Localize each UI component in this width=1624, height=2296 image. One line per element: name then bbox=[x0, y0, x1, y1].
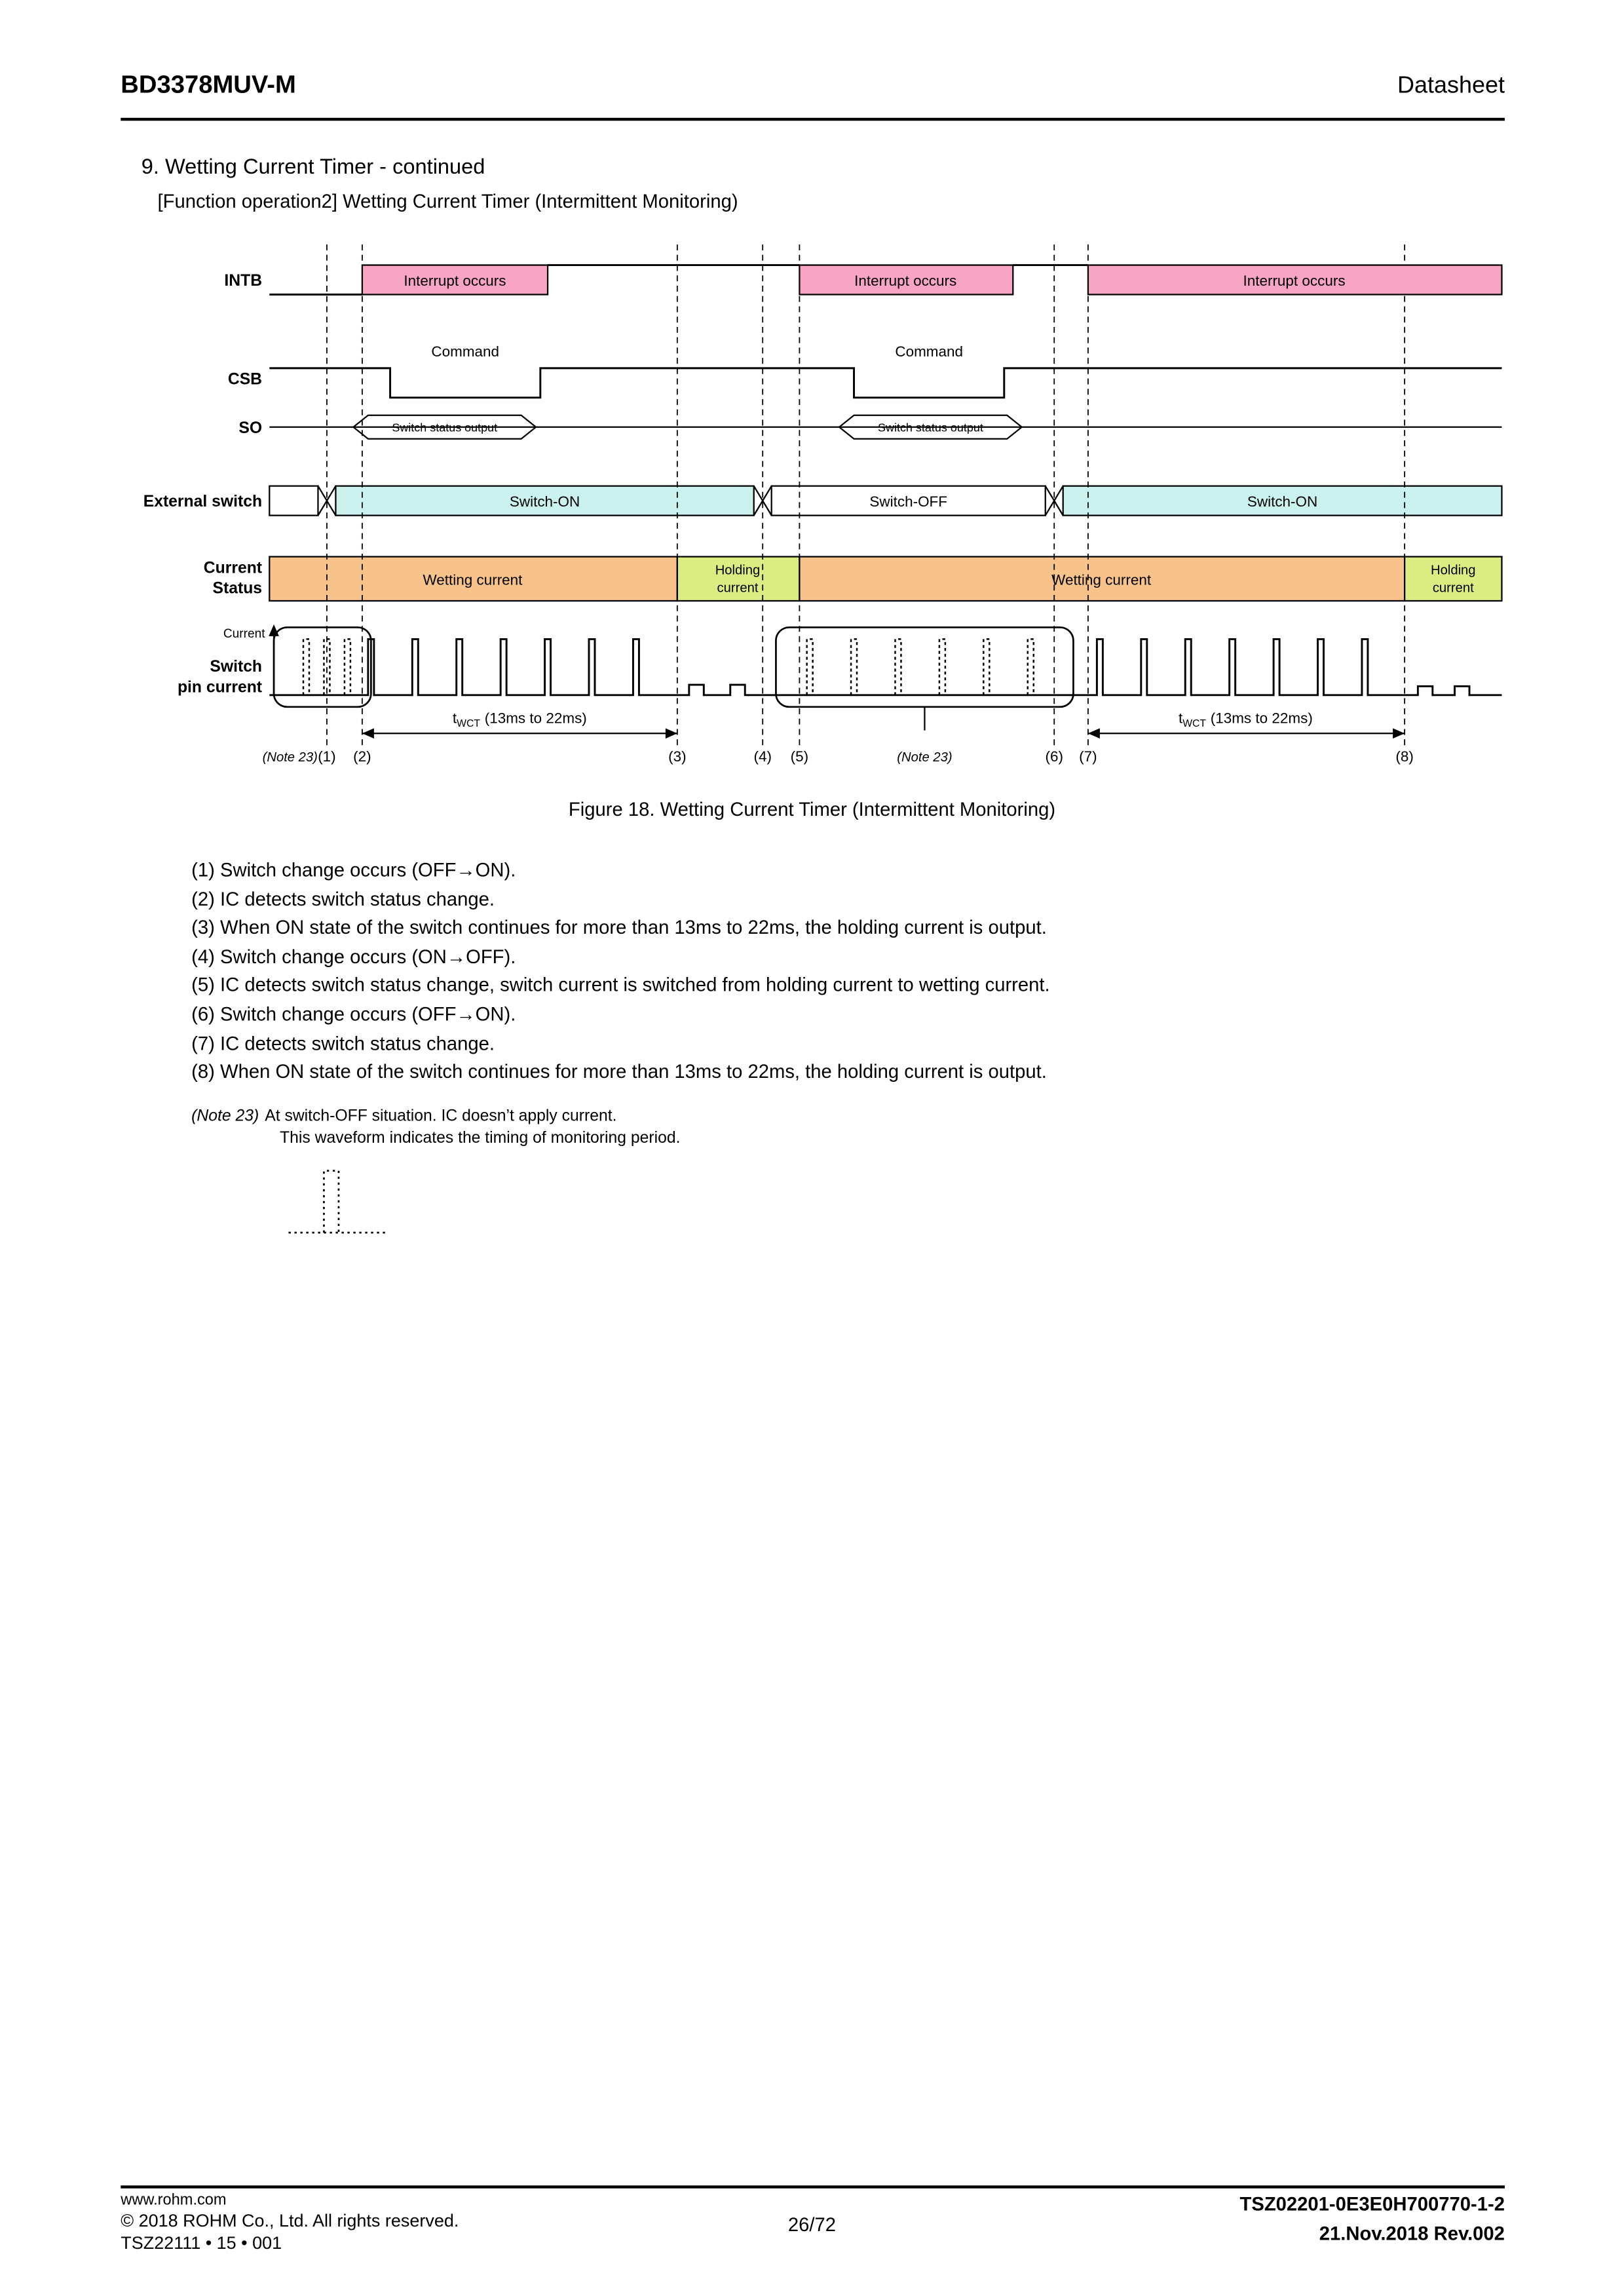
csb-label: CSB bbox=[227, 370, 263, 389]
step-item: (3) When ON state of the switch continues for more than 13ms to 22ms, the holding current is output. bbox=[191, 916, 1047, 939]
step-item: (5) IC detects switch status change, switch current is switched from holding current to wetting current. bbox=[191, 974, 1050, 997]
switch-off-label: Switch-OFF bbox=[869, 493, 948, 510]
note23-line-2: This waveform indicates the timing of monitoring period. bbox=[280, 1129, 681, 1147]
ext-stub bbox=[269, 486, 318, 516]
intb-label: INTB bbox=[224, 272, 263, 290]
twct-timer-2 bbox=[1088, 710, 1405, 739]
holding-label-1a: Holding bbox=[715, 563, 761, 578]
dotted-pulse-shape bbox=[289, 1171, 389, 1233]
marker-8: (8) bbox=[1395, 748, 1414, 765]
csb-waveform bbox=[269, 368, 1501, 398]
switch-pin-waveform bbox=[269, 639, 1501, 695]
wetting-label-2: Wetting current bbox=[1051, 571, 1152, 588]
arrowhead bbox=[1393, 728, 1405, 738]
csb-signal bbox=[228, 343, 1502, 398]
marker-3: (3) bbox=[668, 748, 687, 765]
step-item: (1) Switch change occurs (OFF→ON). bbox=[191, 858, 516, 881]
switch-pin-label-1: Switch bbox=[210, 657, 263, 676]
note23-marker-left: (Note 23) bbox=[262, 750, 318, 765]
current-status-label-2: Status bbox=[212, 579, 263, 598]
so-label: SO bbox=[238, 419, 263, 437]
steps-list bbox=[191, 856, 1049, 1086]
arrowhead bbox=[362, 728, 374, 738]
external-switch-label: External switch bbox=[143, 493, 263, 511]
command-label-2: Command bbox=[895, 343, 964, 360]
so-bubble-label-2: Switch status output bbox=[878, 421, 983, 434]
note23-marker-mid: (Note 23) bbox=[897, 750, 953, 765]
footer-code: TSZ22111 • 15 • 001 bbox=[121, 2232, 282, 2253]
arrowhead bbox=[666, 728, 677, 738]
step-item: (6) Switch change occurs (OFF→ON). bbox=[191, 1003, 516, 1025]
wetting-label-1: Wetting current bbox=[423, 571, 523, 588]
twct-label-1: $t_{WCT}$ (13ms to 22ms) bbox=[452, 710, 587, 730]
interrupt-label-3: Interrupt occurs bbox=[1243, 273, 1346, 290]
twct-timer-1 bbox=[362, 710, 677, 739]
switch-pin-label-2: pin current bbox=[177, 678, 263, 697]
note23-tag: (Note 23) bbox=[191, 1107, 259, 1126]
so-signal bbox=[238, 415, 1501, 439]
footer-revision: 21.Nov.2018 Rev.002 bbox=[1319, 2222, 1505, 2245]
marker-6: (6) bbox=[1045, 748, 1063, 765]
switch-on-label-2: Switch-ON bbox=[1247, 493, 1318, 510]
holding-label-1b: current bbox=[717, 581, 759, 596]
marker-2: (2) bbox=[353, 748, 371, 765]
step-item: (8) When ON state of the switch continues for more than 13ms to 22ms, the holding current is output. bbox=[191, 1060, 1047, 1083]
marker-1: (1) bbox=[318, 748, 336, 765]
step-item: (7) IC detects switch status change. bbox=[191, 1031, 495, 1054]
current-axis-label: Current bbox=[223, 627, 265, 641]
doc-type: Datasheet bbox=[1397, 73, 1505, 99]
marker-5: (5) bbox=[790, 748, 809, 765]
step-item: (2) IC detects switch status change. bbox=[191, 887, 495, 910]
marker-7: (7) bbox=[1079, 748, 1097, 765]
part-number: BD3378MUV-M bbox=[121, 70, 296, 99]
holding-label-2b: current bbox=[1432, 581, 1474, 596]
section-title: 9. Wetting Current Timer - continued bbox=[141, 156, 485, 180]
intb-signal bbox=[224, 265, 1501, 295]
note23-line-1 bbox=[191, 1107, 616, 1125]
so-bubble-label-1: Switch status output bbox=[392, 421, 498, 434]
current-status-label-1: Current bbox=[203, 559, 263, 577]
twct-label-2: $t_{WCT}$ (13ms to 22ms) bbox=[1178, 710, 1313, 730]
footer-rule bbox=[121, 2185, 1505, 2187]
arrowhead bbox=[1088, 728, 1100, 738]
switch-on-label-1: Switch-ON bbox=[509, 493, 580, 510]
interrupt-label-1: Interrupt occurs bbox=[404, 273, 506, 290]
footer-doc-number: TSZ02201-0E3E0H700770-1-2 bbox=[1239, 2192, 1505, 2215]
step-item: (4) Switch change occurs (ON→OFF). bbox=[191, 945, 516, 968]
marker-4: (4) bbox=[753, 748, 772, 765]
header-rule bbox=[121, 118, 1505, 120]
footer-copyright: © 2018 ROHM Co., Ltd. All rights reserved. bbox=[121, 2210, 459, 2231]
note23-text: At switch-OFF situation. IC doesn’t apply current. bbox=[265, 1107, 617, 1126]
interrupt-label-2: Interrupt occurs bbox=[854, 273, 957, 290]
command-label-1: Command bbox=[431, 343, 500, 360]
holding-label-2a: Holding bbox=[1430, 563, 1476, 578]
page-number: 26/72 bbox=[787, 2213, 837, 2236]
footer-url[interactable]: www.rohm.com bbox=[121, 2191, 227, 2210]
event-markers bbox=[263, 748, 1414, 765]
figure-caption: Figure 18. Wetting Current Timer (Intermittent Monitoring) bbox=[568, 798, 1056, 820]
timing-diagram bbox=[0, 236, 1624, 781]
monitoring-pulse-glyph bbox=[280, 1156, 398, 1244]
section-subtitle: [Function operation2] Wetting Current Timer (Intermittent Monitoring) bbox=[157, 189, 738, 212]
